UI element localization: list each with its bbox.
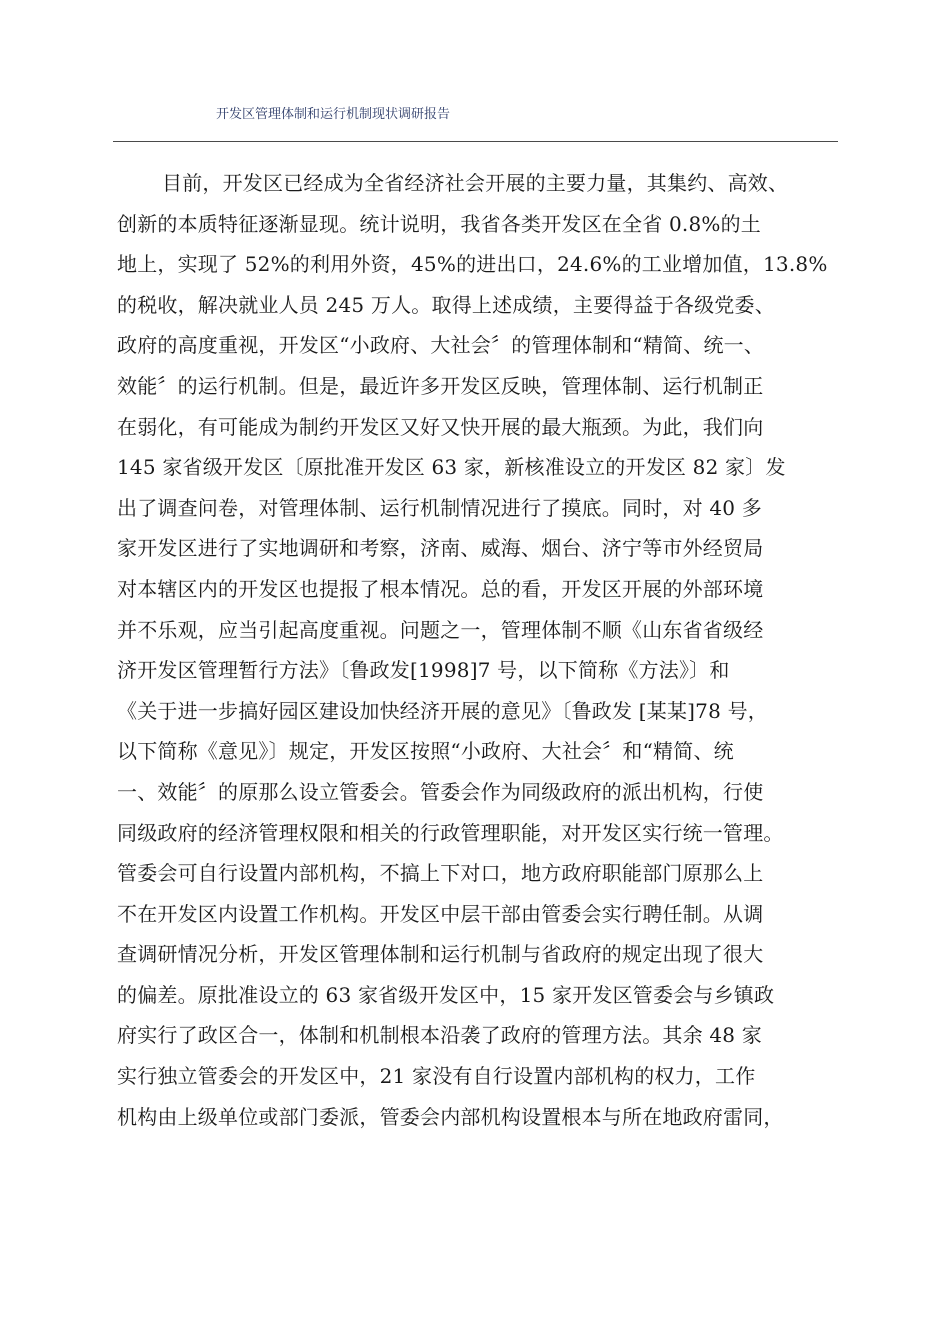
body-line: 效能〞的运行机制。但是，最近许多开发区反映，管理体制、运行机制正 <box>117 373 764 398</box>
body-line: 创新的本质特征逐渐显现。统计说明，我省各类开发区在全省 0.8%的土 <box>117 211 761 236</box>
body-line: 145 家省级开发区〔原批准开发区 63 家，新核准设立的开发区 82 家〕发 <box>117 455 786 480</box>
body-line: 一、效能〞的原那么设立管委会。管委会作为同级政府的派出机构，行使 <box>117 779 764 804</box>
body-line: 不在开发区内设置工作机构。开发区中层干部由管委会实行聘任制。从调 <box>117 901 764 926</box>
body-line: 并不乐观，应当引起高度重视。问题之一，管理体制不顺《山东省省级经 <box>117 617 764 642</box>
body-line: 在弱化，有可能成为制约开发区又好又快开展的最大瓶颈。为此，我们向 <box>117 414 764 439</box>
body-line: 机构由上级单位或部门委派，管委会内部机构设置根本与所在地政府雷同， <box>117 1104 784 1129</box>
body-line: 《关于进一步搞好园区建设加快经济开展的意见》〔鲁政发 [某某]78 号， <box>117 698 768 723</box>
body-line: 的偏差。原批准设立的 63 家省级开发区中，15 家开发区管委会与乡镇政 <box>117 982 775 1007</box>
body-line: 查调研情况分析，开发区管理体制和运行机制与省政府的规定出现了很大 <box>117 942 764 967</box>
body-line: 出了调查问卷，对管理体制、运行机制情况进行了摸底。同时，对 40 多 <box>117 495 762 520</box>
body-line: 家开发区进行了实地调研和考察，济南、威海、烟台、济宁等市外经贸局 <box>117 536 764 561</box>
body-line: 府实行了政区合一，体制和机制根本沿袭了政府的管理方法。其余 48 家 <box>117 1023 762 1048</box>
document-body <box>117 163 852 1137</box>
body-line: 政府的高度重视，开发区“小政府、大社会〞的管理体制和“精简、统一、 <box>117 333 765 358</box>
body-line: 实行独立管委会的开发区中，21 家没有自行设置内部机构的权力，工作 <box>117 1064 756 1089</box>
body-line: 同级政府的经济管理权限和相关的行政管理职能，对开发区实行统一管理。 <box>117 820 784 845</box>
body-line: 管委会可自行设置内部机构，不搞上下对口，地方政府职能部门原那么上 <box>117 861 764 886</box>
body-line: 济开发区管理暂行方法》〔鲁政发[1998]7 号，以下简称《方法》〕和 <box>117 658 730 683</box>
body-line: 地上，实现了 52%的利用外资，45%的进出口，24.6%的工业增加值，13.8% <box>117 252 828 277</box>
body-line: 以下简称《意见》〕规定，开发区按照“小政府、大社会〞和“精简、统 <box>117 739 734 764</box>
body-line: 对本辖区内的开发区也提报了根本情况。总的看，开发区开展的外部环境 <box>117 576 764 601</box>
header-divider <box>113 141 838 142</box>
page-header-title: 开发区管理体制和运行机制现状调研报告 <box>216 107 451 122</box>
body-line: 的税收，解决就业人员 245 万人。取得上述成绩，主要得益于各级党委、 <box>117 292 775 317</box>
body-line: 目前，开发区已经成为全省经济社会开展的主要力量，其集约、高效、 <box>162 171 789 195</box>
